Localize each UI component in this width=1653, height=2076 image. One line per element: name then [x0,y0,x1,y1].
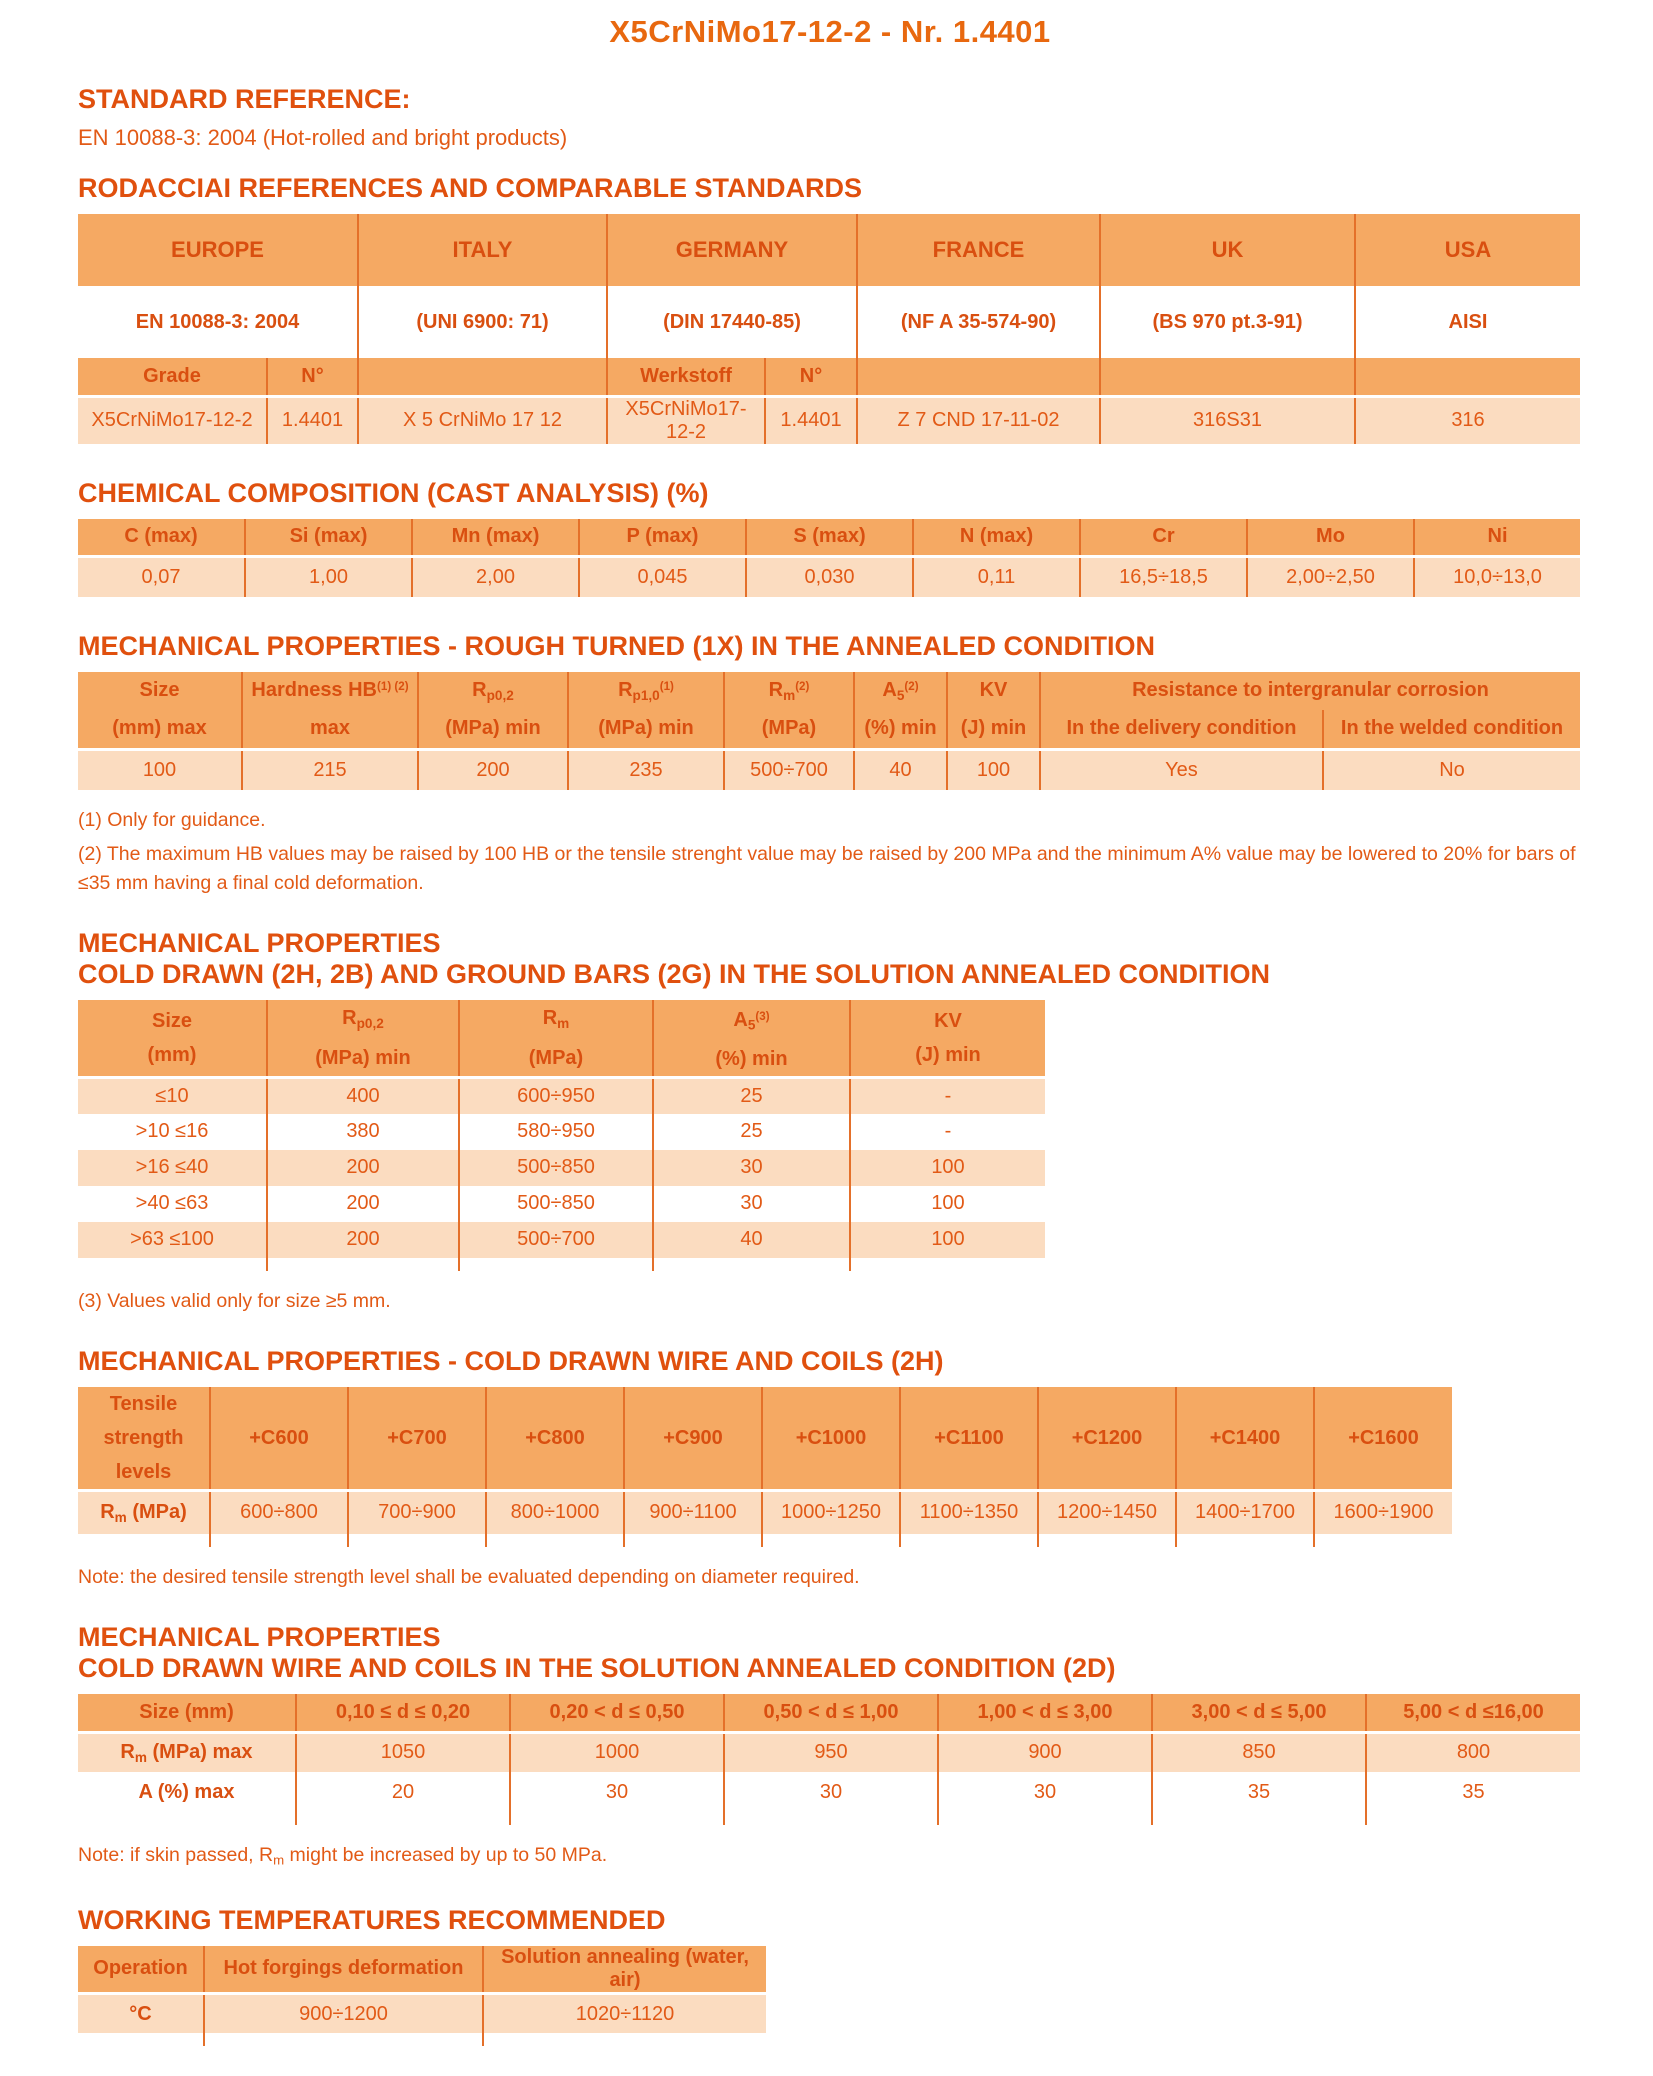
cold-drawn-wire-2d-note: Note: if skin passed, $R_m$ might be increased by up to 50 MPa. [78,1844,608,1868]
table-cell: +C600 [210,1387,348,1491]
cold-drawn-bars-footnote: (3) Values valid only for size ≥5 mm. [78,1289,391,1312]
table-cell: 35 [1152,1772,1366,1812]
table-cell: 40 [653,1222,850,1258]
cold-drawn-wire-2h-note: Note: the desired tensile strength level shall be evaluated depending on diameter required. [78,1566,860,1589]
table-cell [624,1534,762,1547]
table-cell: X5CrNiMo17-12-2 [607,396,765,444]
table-cell: 200 [267,1186,459,1222]
rough-turned-heading: MECHANICAL PROPERTIES - ROUGH TURNED (1X) IN THE ANNEALED CONDITION [78,630,1156,661]
table-row [78,557,1580,597]
table-cell: Resistance to intergranular corrosion [1040,672,1580,710]
table-cell [900,1534,1038,1547]
table-row [78,1993,766,2033]
data-table [78,672,1580,790]
table-cell: 380 [267,1114,459,1150]
table-cell: 600÷800 [210,1490,348,1534]
table-row [78,1732,1580,1772]
table-cell: >10 ≤16 [78,1114,267,1150]
table-cell: 30 [653,1150,850,1186]
table-cell [348,1534,486,1547]
table-cell [210,1534,348,1547]
table-cell: 30 [724,1772,938,1812]
references-heading: RODACCIAI REFERENCES AND COMPARABLE STANDARDS [78,173,863,203]
table-cell: 500÷700 [459,1222,653,1258]
table-cell: 580÷950 [459,1114,653,1150]
table-cell: Ni [1414,519,1580,557]
rough-turned-footnote-1: (1) Only for guidance. [78,808,266,831]
table-cell: N (max) [913,519,1080,557]
data-table [78,214,1580,444]
table-cell: 316 [1355,396,1580,444]
table-cell: >16 ≤40 [78,1150,267,1186]
table-cell: GERMANY [607,214,857,286]
table-cell: 500÷850 [459,1186,653,1222]
table-cell: Mo [1247,519,1414,557]
table-cell [1314,1534,1452,1547]
table-cell: Si (max) [245,519,412,557]
table-cell: 1000÷1250 [762,1490,900,1534]
table-cell: (J) min [947,710,1040,750]
table-row [78,1694,1580,1732]
table-cell: In the welded condition [1323,710,1580,750]
chemical-composition-table [78,519,1582,597]
table-cell: 200 [267,1222,459,1258]
table-cell: 200 [267,1150,459,1186]
table-cell: +C900 [624,1387,762,1491]
table-cell [1176,1534,1314,1547]
table-cell: Hot forgings deformation [204,1946,483,1994]
table-cell: 100 [850,1222,1045,1258]
table-cell: +C1600 [1314,1387,1452,1491]
cold-drawn-bars-heading [78,928,1582,990]
table-cell: Grade [78,358,267,396]
table-row [78,286,1580,358]
table-cell: ITALY [358,214,607,286]
table-cell [486,1534,624,1547]
table-cell: $R_{p0,2}$ (MPa) min [267,1000,459,1078]
table-cell: 316S31 [1100,396,1355,444]
table-cell [857,358,1100,396]
data-table [78,1000,1045,1271]
table-cell: Solution annealing (water, air) [483,1946,766,1994]
table-cell: +C1100 [900,1387,1038,1491]
table-cell: 0,030 [746,557,913,597]
table-row [78,672,1580,710]
table-cell: $A_5^{(3)}$ (%) min [653,1000,850,1078]
table-cell [724,1812,938,1825]
table-cell [78,1534,210,1547]
table-cell: 1100÷1350 [900,1490,1038,1534]
table-cell [510,1812,724,1825]
table-cell: 1.4401 [267,396,358,444]
table-cell: 0,045 [579,557,746,597]
table-row [78,1186,1045,1222]
table-cell: 100 [78,750,242,790]
table-cell [267,1258,459,1271]
table-row [78,1534,1452,1547]
table-cell: 16,5÷18,5 [1080,557,1247,597]
table-cell: 3,00 < d ≤ 5,00 [1152,1694,1366,1732]
table-cell: EN 10088-3: 2004 [78,286,358,358]
working-temperatures-heading: WORKING TEMPERATURES RECOMMENDED [78,1904,666,1935]
table-cell: $A_5^{(2)}$ [854,672,947,710]
table-cell: (MPa) min [568,710,724,750]
table-row [78,1150,1045,1186]
table-cell: - [850,1078,1045,1114]
table-cell: 900÷1100 [624,1490,762,1534]
table-cell: 800 [1366,1732,1580,1772]
table-cell: KV (J) min [850,1000,1045,1078]
table-cell: $R_m$ (MPa) [78,1490,210,1534]
table-row [78,1000,1045,1078]
table-row [78,710,1580,750]
table-cell: KV [947,672,1040,710]
table-cell [1355,358,1580,396]
table-cell [78,1258,267,1271]
table-row [78,214,1580,286]
cold-drawn-wire-2d-heading-line2: COLD DRAWN WIRE AND COILS IN THE SOLUTION ANNEALED CONDITION (2D) [78,1653,1116,1684]
table-cell: +C800 [486,1387,624,1491]
table-cell: 25 [653,1114,850,1150]
data-table [78,519,1580,597]
table-cell: 1,00 < d ≤ 3,00 [938,1694,1152,1732]
table-cell: 850 [1152,1732,1366,1772]
cold-drawn-bars-heading-line2: COLD DRAWN (2H, 2B) AND GROUND BARS (2G) IN THE SOLUTION ANNEALED CONDITION [78,958,1270,989]
table-row [78,1222,1045,1258]
table-cell: 40 [854,750,947,790]
data-table [78,1694,1580,1825]
table-cell: +C1200 [1038,1387,1176,1491]
table-cell: (%) min [854,710,947,750]
table-cell: 500÷850 [459,1150,653,1186]
table-cell: 1,00 [245,557,412,597]
table-cell: 0,11 [913,557,1080,597]
table-cell: 1200÷1450 [1038,1490,1176,1534]
table-cell [1038,1534,1176,1547]
table-cell: 1.4401 [765,396,857,444]
table-cell: 235 [568,750,724,790]
table-cell: 1020÷1120 [483,1993,766,2033]
table-cell: Hardness $HB^{(1) (2)}$ [242,672,418,710]
table-row [78,750,1580,790]
rough-turned-footnote-2: (2) The maximum HB values may be raised by 100 HB or the tensile strenght value may be raised by 200 MPa and the minimum A% value may be lowered to 20% for bars of ≤35 mm having a final cold deformation. [78,842,1576,894]
table-cell: 400 [267,1078,459,1114]
table-cell: 215 [242,750,418,790]
rough-turned-table [78,672,1582,790]
data-table [78,1387,1452,1548]
table-cell: 600÷950 [459,1078,653,1114]
table-cell: 100 [850,1186,1045,1222]
table-cell [1152,1812,1366,1825]
table-cell: Mn (max) [412,519,579,557]
table-cell [1100,358,1355,396]
table-cell [358,358,607,396]
table-cell: 800÷1000 [486,1490,624,1534]
table-cell: >40 ≤63 [78,1186,267,1222]
table-cell: $R_m$ (MPa) [459,1000,653,1078]
table-cell: UK [1100,214,1355,286]
cold-drawn-wire-2h-heading: MECHANICAL PROPERTIES - COLD DRAWN WIRE AND COILS (2H) [78,1345,944,1376]
table-cell: °C [78,1993,204,2033]
table-cell: C (max) [78,519,245,557]
table-cell: EUROPE [78,214,358,286]
standard-reference-text: EN 10088-3: 2004 (Hot-rolled and bright products) [78,125,568,150]
table-cell: 0,50 < d ≤ 1,00 [724,1694,938,1732]
table-cell: No [1323,750,1580,790]
table-cell: (MPa) [724,710,854,750]
cold-drawn-wire-2h-table [78,1387,1582,1548]
cold-drawn-wire-2d-heading [78,1622,1582,1684]
table-cell: Size (mm) [78,1000,267,1078]
table-cell: N° [765,358,857,396]
table-cell [204,2033,483,2046]
cold-drawn-wire-2d-table [78,1694,1582,1825]
table-cell: 900÷1200 [204,1993,483,2033]
table-cell: 1600÷1900 [1314,1490,1452,1534]
table-cell [78,2033,204,2046]
table-cell: Operation [78,1946,204,1994]
table-cell: 1400÷1700 [1176,1490,1314,1534]
table-cell: - [850,1114,1045,1150]
table-cell: ≤10 [78,1078,267,1114]
cold-drawn-bars-heading-line1: MECHANICAL PROPERTIES [78,927,441,958]
table-cell: (BS 970 pt.3-91) [1100,286,1355,358]
chemical-heading: CHEMICAL COMPOSITION (CAST ANALYSIS) (%) [78,477,709,508]
table-cell: 2,00÷2,50 [1247,557,1414,597]
table-cell: Yes [1040,750,1323,790]
table-cell: (UNI 6900: 71) [358,286,607,358]
table-row [78,519,1580,557]
table-cell: 700÷900 [348,1490,486,1534]
table-cell: 1000 [510,1732,724,1772]
table-cell: FRANCE [857,214,1100,286]
table-cell: (NF A 35-574-90) [857,286,1100,358]
table-cell: X5CrNiMo17-12-2 [78,396,267,444]
table-row [78,1812,1580,1825]
table-cell: 2,00 [412,557,579,597]
table-cell [938,1812,1152,1825]
cold-drawn-wire-2d-heading-line1: MECHANICAL PROPERTIES [78,1622,441,1653]
table-row [78,396,1580,444]
table-cell: 500÷700 [724,750,854,790]
table-cell: N° [267,358,358,396]
table-cell [296,1812,510,1825]
table-cell: 10,0÷13,0 [1414,557,1580,597]
table-cell: >63 ≤100 [78,1222,267,1258]
table-row [78,1078,1045,1114]
table-cell: Size [78,672,242,710]
table-cell: +C1000 [762,1387,900,1491]
table-cell [1366,1812,1580,1825]
table-cell: 100 [850,1150,1045,1186]
table-cell: S (max) [746,519,913,557]
table-cell: (mm) max [78,710,242,750]
cold-drawn-bars-table [78,1000,1582,1271]
table-cell: 100 [947,750,1040,790]
table-cell: X 5 CrNiMo 17 12 [358,396,607,444]
table-row [78,2033,766,2046]
table-cell: 5,00 < d ≤16,00 [1366,1694,1580,1732]
table-cell: 900 [938,1732,1152,1772]
table-cell: 30 [938,1772,1152,1812]
table-cell: $R_{p1,0}^{(1)}$ [568,672,724,710]
table-cell [850,1258,1045,1271]
table-cell: Werkstoff [607,358,765,396]
table-cell: 30 [510,1772,724,1812]
references-table [78,214,1582,444]
table-cell: (MPa) min [418,710,568,750]
table-cell: A (%) max [78,1772,296,1812]
table-row [78,1114,1045,1150]
table-cell: 200 [418,750,568,790]
page-title: X5CrNiMo17-12-2 - Nr. 1.4401 [609,14,1051,49]
table-cell [483,2033,766,2046]
table-cell: Size (mm) [78,1694,296,1732]
table-cell: +C1400 [1176,1387,1314,1491]
table-cell: Z 7 CND 17-11-02 [857,396,1100,444]
data-table [78,1946,766,2047]
table-cell: $R_m^{(2)}$ [724,672,854,710]
table-cell: P (max) [579,519,746,557]
table-cell: 0,10 ≤ d ≤ 0,20 [296,1694,510,1732]
standard-reference-heading: STANDARD REFERENCE: [78,84,411,114]
table-cell: 1050 [296,1732,510,1772]
table-cell: $R_m$ (MPa) max [78,1732,296,1772]
table-row [78,1258,1045,1271]
table-cell: USA [1355,214,1580,286]
table-cell: 0,20 < d ≤ 0,50 [510,1694,724,1732]
table-cell: 35 [1366,1772,1580,1812]
table-cell: 0,07 [78,557,245,597]
table-cell: In the delivery condition [1040,710,1323,750]
table-row [78,358,1580,396]
table-cell: 30 [653,1186,850,1222]
table-cell [459,1258,653,1271]
table-cell: $R_{p0,2}$ [418,672,568,710]
table-cell: AISI [1355,286,1580,358]
table-cell: max [242,710,418,750]
table-cell [762,1534,900,1547]
table-cell: +C700 [348,1387,486,1491]
table-row [78,1490,1452,1534]
table-cell: 950 [724,1732,938,1772]
table-row [78,1387,1452,1491]
table-cell: Tensile strength levels [78,1387,210,1491]
table-row [78,1946,766,1994]
table-cell: (DIN 17440-85) [607,286,857,358]
table-cell [78,1812,296,1825]
table-cell: 25 [653,1078,850,1114]
working-temperatures-table [78,1946,1582,2047]
table-cell: 20 [296,1772,510,1812]
table-cell [653,1258,850,1271]
table-row [78,1772,1580,1812]
table-cell: Cr [1080,519,1247,557]
